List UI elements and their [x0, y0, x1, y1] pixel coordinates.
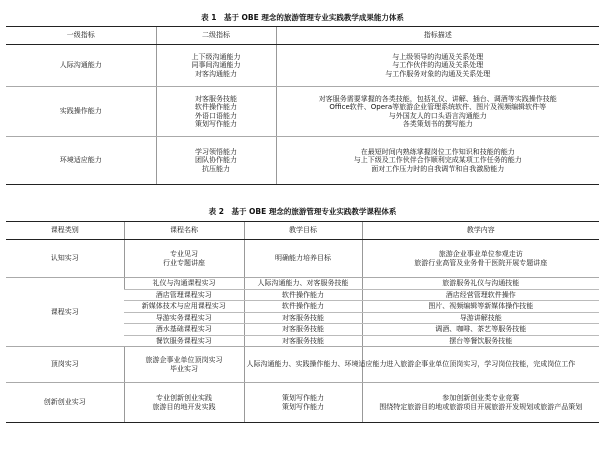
t2-category-cell: 顶岗实习 — [6, 347, 124, 383]
t2-content-cell — [362, 301, 599, 313]
t2-course-item: 导游实务课程实习 — [155, 313, 212, 322]
t2-course-item: 专业见习 — [170, 250, 198, 259]
t2-goal-item: 对客服务技能 — [282, 325, 324, 334]
t1-header-level1: 一级指标 — [6, 27, 156, 45]
t2-goal-cell — [244, 347, 387, 383]
t2-course-cell — [124, 301, 244, 313]
t1-desc-item: 与上级领导的沟通及关系处理 — [392, 53, 484, 62]
table2-caption: 表 2 基于 OBE 理念的旅游管理专业实践教学课程体系 — [208, 207, 397, 216]
t2-goal-cell — [244, 312, 362, 324]
t2-course-cell — [124, 312, 244, 324]
t1-level1-cell: 人际沟通能力 — [6, 45, 156, 87]
t2-content-item: 参加创新创业类专业竞赛 — [442, 394, 520, 403]
t2-course-item: 旅游企事业单位顶岗实习 — [145, 356, 223, 365]
t2-goal-cell — [244, 289, 362, 301]
t1-level1-cell: 环境适应能力 — [6, 137, 156, 185]
t1-level2-item: 团队协作能力 — [195, 156, 237, 165]
t2-course-item: 专业创新创业实践 — [156, 394, 212, 403]
t2-goal-item: 策划写作能力 — [282, 402, 324, 411]
t1-desc-item: 与上下级及工作伙伴合作顺利完成某项工作任务的能力 — [353, 156, 522, 165]
t2-goal-item: 人际沟通能力、实践操作能力、环境适应能力 — [246, 360, 387, 369]
t2-content-item: 酒店经营管理软件操作 — [445, 290, 516, 299]
t1-level2-item: 外语口语能力 — [195, 111, 237, 120]
t2-header-goal: 教学目标 — [244, 222, 362, 240]
t2-content-item: 旅游服务礼仪与沟通技能 — [442, 279, 520, 288]
t2-course-item: 餐饮服务课程实习 — [155, 336, 212, 345]
t2-goal-cell — [244, 240, 362, 278]
t2-row — [6, 240, 599, 278]
t1-level2-item: 软件操作能力 — [195, 103, 237, 112]
t2-content-cell — [362, 335, 599, 347]
t2-category-cell: 创新创业实习 — [6, 383, 124, 423]
t2-goal-item: 软件操作能力 — [282, 290, 324, 299]
t2-course-cell — [124, 335, 244, 347]
t1-desc-item: 与外国友人的口头语言沟通能力 — [388, 111, 487, 120]
t2-row — [6, 347, 599, 383]
t1-level2-item: 策划写作能力 — [195, 119, 237, 128]
t1-desc-item: 与工作服务对象的沟通及关系处理 — [385, 69, 491, 78]
course-system-table — [6, 221, 599, 423]
t2-content-cell — [362, 312, 599, 324]
t1-level2-item: 学习领悟能力 — [195, 148, 237, 157]
t2-goal-item: 人际沟通能力、对客服务技能 — [257, 279, 349, 288]
t2-course-cell — [124, 347, 244, 383]
t2-goal-item: 策划写作能力 — [282, 394, 324, 403]
t2-course-item: 礼仪与沟通课程实习 — [152, 279, 216, 288]
t2-course-item: 毕业实习 — [170, 364, 198, 373]
t2-content-item: 摆台等餐饮服务技能 — [449, 336, 513, 345]
t2-content-cell — [362, 383, 599, 423]
t1-level2-item: 对客服务技能 — [195, 95, 237, 103]
t2-goal-item: 明确能力培养目标 — [275, 254, 331, 263]
t2-content-item: 调酒、咖啡、茶艺等服务技能 — [435, 325, 527, 334]
t1-row — [6, 45, 599, 87]
t1-level2-cell — [156, 137, 276, 185]
t2-content-item: 旅游行业高管及业务骨干医院开展专题讲座 — [414, 258, 548, 267]
t2-course-item: 行业专题讲座 — [163, 258, 205, 267]
t1-desc-item: 与工作伙伴的沟通及关系处理 — [392, 61, 484, 70]
t2-goal-cell — [244, 335, 362, 347]
t2-content-item: 围绕特定旅游目的地或旅游项目开展旅游开发规划或旅游产品策划 — [379, 402, 583, 411]
t2-content-item: 导游讲解技能 — [459, 313, 502, 322]
t1-header-level2: 二级指标 — [156, 27, 276, 45]
t1-desc-item: Office软件、Opera等旅游企业管理系统软件、图片及视频编辑软件等 — [329, 103, 547, 112]
t1-desc-item: 在最短时间内熟练掌握岗位工作知识和技能的能力 — [360, 148, 515, 157]
ability-system-table — [6, 26, 599, 185]
t1-level2-cell — [156, 87, 276, 137]
t1-row — [6, 87, 599, 137]
t1-level2-item: 上下级沟通能力 — [191, 53, 241, 62]
t1-desc-item: 面对工作压力时的自我调节和自我激励能力 — [371, 164, 505, 173]
t2-course-item: 旅游目的地开发实践 — [152, 402, 216, 411]
t2-content-item: 进入旅游企事业单位顶岗实习，学习岗位技能，完成岗位工作 — [386, 360, 576, 369]
table1-caption: 表 1 基于 OBE 理念的旅游管理专业实践教学成果能力体系 — [201, 13, 404, 22]
t2-content-cell — [362, 347, 599, 383]
t2-goal-item: 对客服务技能 — [282, 313, 324, 322]
t1-header-description: 指标描述 — [276, 27, 599, 45]
t1-desc-item: 各类策划书的撰写能力 — [402, 119, 473, 128]
t2-course-cell — [124, 289, 244, 301]
t2-content-item: 旅游企业事业单位参观走访 — [438, 250, 523, 259]
t2-course-item: 酒店管理课程实习 — [155, 290, 212, 299]
t2-course-cell — [124, 278, 244, 290]
t2-content-cell — [362, 240, 599, 278]
t2-goal-cell — [244, 301, 362, 313]
t2-content-cell — [362, 278, 599, 290]
t2-goal-cell — [244, 383, 362, 423]
t1-level2-cell — [156, 45, 276, 87]
t2-course-item: 酒水基础课程实习 — [155, 325, 212, 334]
t2-goal-item: 对客服务技能 — [282, 336, 324, 345]
t1-desc-cell — [276, 87, 599, 137]
t2-header-course-name: 课程名称 — [124, 222, 244, 240]
t2-course-cell — [124, 240, 244, 278]
t2-category-cell: 课程实习 — [6, 278, 124, 347]
t2-goal-cell — [244, 278, 362, 290]
t2-course-item: 新媒体技术与应用课程实习 — [141, 302, 226, 311]
t1-level1-cell: 实践操作能力 — [6, 87, 156, 137]
t2-content-cell — [362, 289, 599, 301]
t1-level2-item: 同事间沟通能力 — [191, 61, 241, 70]
t2-content-cell — [362, 324, 599, 336]
t2-category-cell: 认知实习 — [6, 240, 124, 278]
t2-course-cell — [124, 383, 244, 423]
t1-level2-item: 对客沟通能力 — [195, 69, 237, 78]
t2-row — [6, 383, 599, 423]
t1-level2-item: 抗压能力 — [202, 164, 230, 173]
t2-header-content: 教学内容 — [362, 222, 599, 240]
t2-goal-cell — [244, 324, 362, 336]
t1-desc-cell — [276, 137, 599, 185]
t2-header-category: 课程类别 — [6, 222, 124, 240]
t1-desc-item: 对客服务需要掌握的各类技能，包括礼仪、讲解、插台、调酒等实践操作技能 — [318, 95, 557, 103]
t2-course-cell — [124, 324, 244, 336]
t2-goal-item: 软件操作能力 — [282, 302, 324, 311]
t2-content-item: 图片、视频编辑等新媒体操作技能 — [428, 302, 534, 311]
t1-row — [6, 137, 599, 185]
t2-row — [6, 278, 599, 290]
t1-desc-cell — [276, 45, 599, 87]
